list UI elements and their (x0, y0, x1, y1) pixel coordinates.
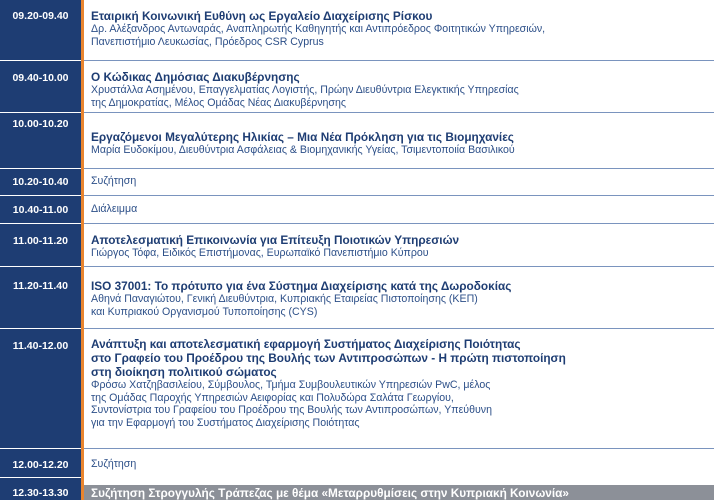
session-title: Αποτελεσματική Επικοινωνία για Επίτευξη Ποιοτικών Υπηρεσιών (91, 233, 460, 247)
speaker-line: της Ομάδας Παροχής Υπηρεσιών Αειφορίας και Πολυδώρα Σαλάτα Γεωργίου, (91, 391, 454, 404)
row-divider (0, 328, 81, 329)
session-title: Εταιρική Κοινωνική Ευθύνη ως Εργαλείο Διαχείρισης Ρίσκου (91, 9, 433, 23)
row-divider (0, 477, 81, 478)
break-label: Διάλειμμα (91, 203, 138, 215)
row-divider (84, 195, 714, 196)
speaker-line: και Κυπριακού Οργανισμού Τυποποίησης (CYS) (91, 305, 318, 318)
session-time: 10.20-10.40 (12, 176, 69, 188)
row-divider (0, 112, 81, 113)
session-title: ISO 37001: Το πρότυπο για ένα Σύστημα Διαχείρισης κατά της Δωροδοκίας (91, 279, 512, 293)
accent-divider (81, 0, 84, 500)
row-divider (84, 112, 714, 113)
speaker-line: Συντονίστρια του Γραφείου του Προέδρου της Βουλής των Αντιπροσώπων, Υπεύθυνη (91, 404, 492, 416)
row-divider (84, 448, 714, 449)
row-divider (0, 60, 81, 61)
speaker-line: Δρ. Αλέξανδρος Αντωναράς, Αναπληρωτής Καθηγητής και Αντιπρόεδρος Φοιτητικών Υπηρεσιών, (91, 23, 546, 35)
row-divider (84, 223, 714, 224)
session-time: 09.20-09.40 (12, 10, 69, 22)
session-time: 11.00-11.20 (13, 235, 68, 247)
speaker-line: Χρυστάλλα Ασημένου, Επαγγελματίας Λογιστής, Πρώην Διευθύντρια Ελεγκτικής Υπηρεσίας (91, 84, 519, 96)
session-title: Ο Κώδικας Δημόσιας Διακυβέρνησης (91, 70, 300, 84)
row-divider (84, 328, 714, 329)
discussion-label: Συζήτηση (91, 175, 137, 187)
row-divider (0, 266, 81, 267)
roundtable-title: Συζήτηση Στρογγυλής Τράπεζας με θέμα «Μεταρρυθμίσεις στην Κυπριακή Κοινωνία» (91, 486, 569, 500)
session-title-line: Ανάπτυξη και αποτελεσματική εφαρμογή Συστήματος Διαχείρισης Ποιότητας (91, 337, 521, 351)
speaker-line: Πανεπιστήμιο Λευκωσίας, Πρόεδρος CSR Cyprus (91, 35, 324, 48)
discussion-label: Συζήτηση (91, 458, 137, 470)
session-title-line: στο Γραφείο του Προέδρου της Βουλής των Αντιπροσώπων - Η πρώτη πιστοποίηση (91, 351, 566, 365)
session-title-line: στη διοίκηση πολιτικού σώματος (91, 365, 277, 379)
speaker-line: Αθηνά Παναγιώτου, Γενική Διευθύντρια, Κυπριακής Εταιρείας Πιστοποίησης (ΚΕΠ) (91, 293, 478, 305)
session-time: 10.00-10.20 (12, 118, 69, 130)
session-time: 11.40-12.00 (12, 340, 69, 352)
row-divider (84, 60, 714, 61)
row-divider (84, 266, 714, 267)
row-divider (0, 223, 81, 224)
session-title: Εργαζόμενοι Μεγαλύτερης Ηλικίας – Μια Νέα Πρόκληση για τις Βιομηχανίες (91, 130, 514, 144)
session-time: 09.40-10.00 (12, 72, 69, 84)
session-time: 11.20-11.40 (13, 280, 68, 292)
speaker-line: Μαρία Ευδοκίμου, Διευθύντρια Ασφάλειας & Βιομηχανικής Υγείας, Τσιμεντοποιία Βασιλικού (91, 144, 515, 156)
row-divider (84, 168, 714, 169)
speaker-line: Φρόσω Χατζηβασιλείου, Σύμβουλος, Τμήμα Συμβουλευτικών Υπηρεσιών PwC, μέλος (91, 379, 491, 391)
row-divider (0, 195, 81, 196)
row-divider (0, 448, 81, 449)
session-time: 12.30-13.30 (12, 487, 69, 499)
session-time: 10.40-11.00 (12, 204, 69, 216)
speaker-line: για την Εφαρμογή του Συστήματος Διαχείρισης Ποιότητας (91, 416, 360, 429)
row-divider (0, 168, 81, 169)
session-time: 12.00-12.20 (12, 459, 69, 471)
speaker-line: της Δημοκρατίας, Μέλος Ομάδας Νέας Διακυβέρνησης (91, 96, 346, 109)
speaker-line: Γιώργος Τόφα, Ειδικός Επιστήμονας, Ευρωπαϊκό Πανεπιστήμιο Κύπρου (91, 247, 429, 259)
